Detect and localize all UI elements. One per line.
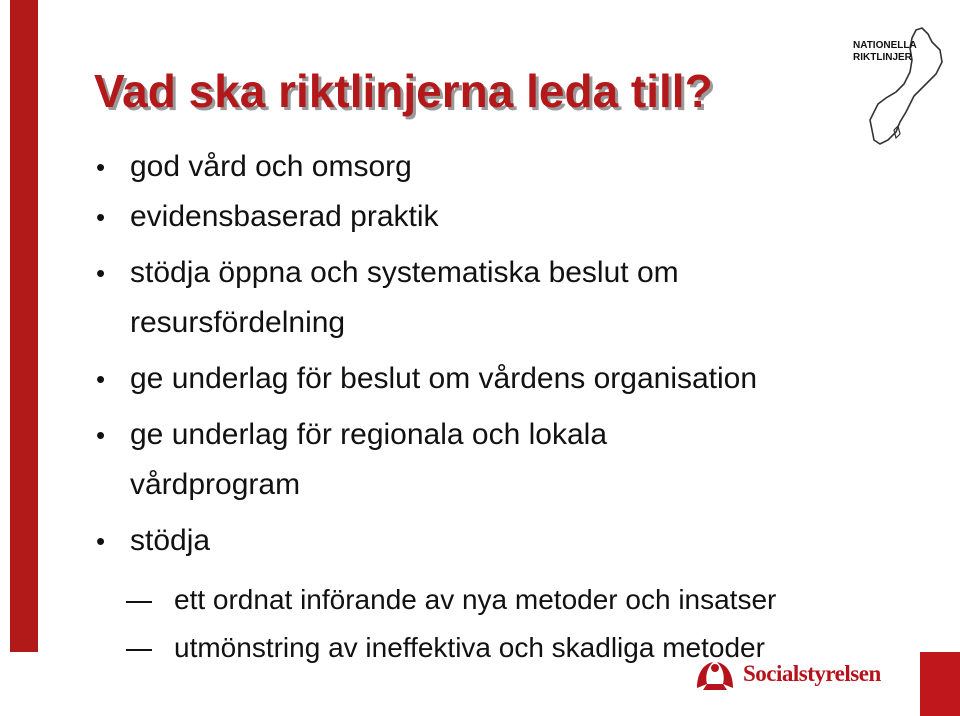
bullet-item (96, 516, 896, 672)
nationella-riktlinjer-logo-text: NATIONELLA RIKTLINJER (853, 40, 917, 63)
slide-title: Vad ska riktlinjerna leda till? (94, 65, 713, 117)
corner-accent-block (920, 652, 960, 716)
left-accent-bar (10, 0, 38, 652)
bullet-item: • stödja öppna och systematiska beslut om resursfördelning (96, 248, 830, 348)
sub-bullet-item: utmönstring av ineffektiva och skadliga metoder (126, 624, 896, 672)
bullet-text: stödja (130, 524, 211, 557)
bullet-item: • ge underlag för regionala och lokala vårdprogram (96, 410, 770, 510)
bullet-item: • evidensbaserad praktik (96, 192, 896, 242)
socialstyrelsen-logo (693, 654, 881, 694)
sub-bullet-item: ett ordnat införande av nya metoder och insatser (126, 576, 896, 624)
socialstyrelsen-wordmark: Socialstyrelsen (743, 661, 881, 686)
bullet-item: • ge underlag för beslut om vårdens organisation (96, 354, 896, 404)
bullet-item: • god vård och omsorg (96, 142, 896, 192)
socialstyrelsen-emblem-icon (693, 654, 737, 694)
bullet-list (96, 142, 896, 672)
